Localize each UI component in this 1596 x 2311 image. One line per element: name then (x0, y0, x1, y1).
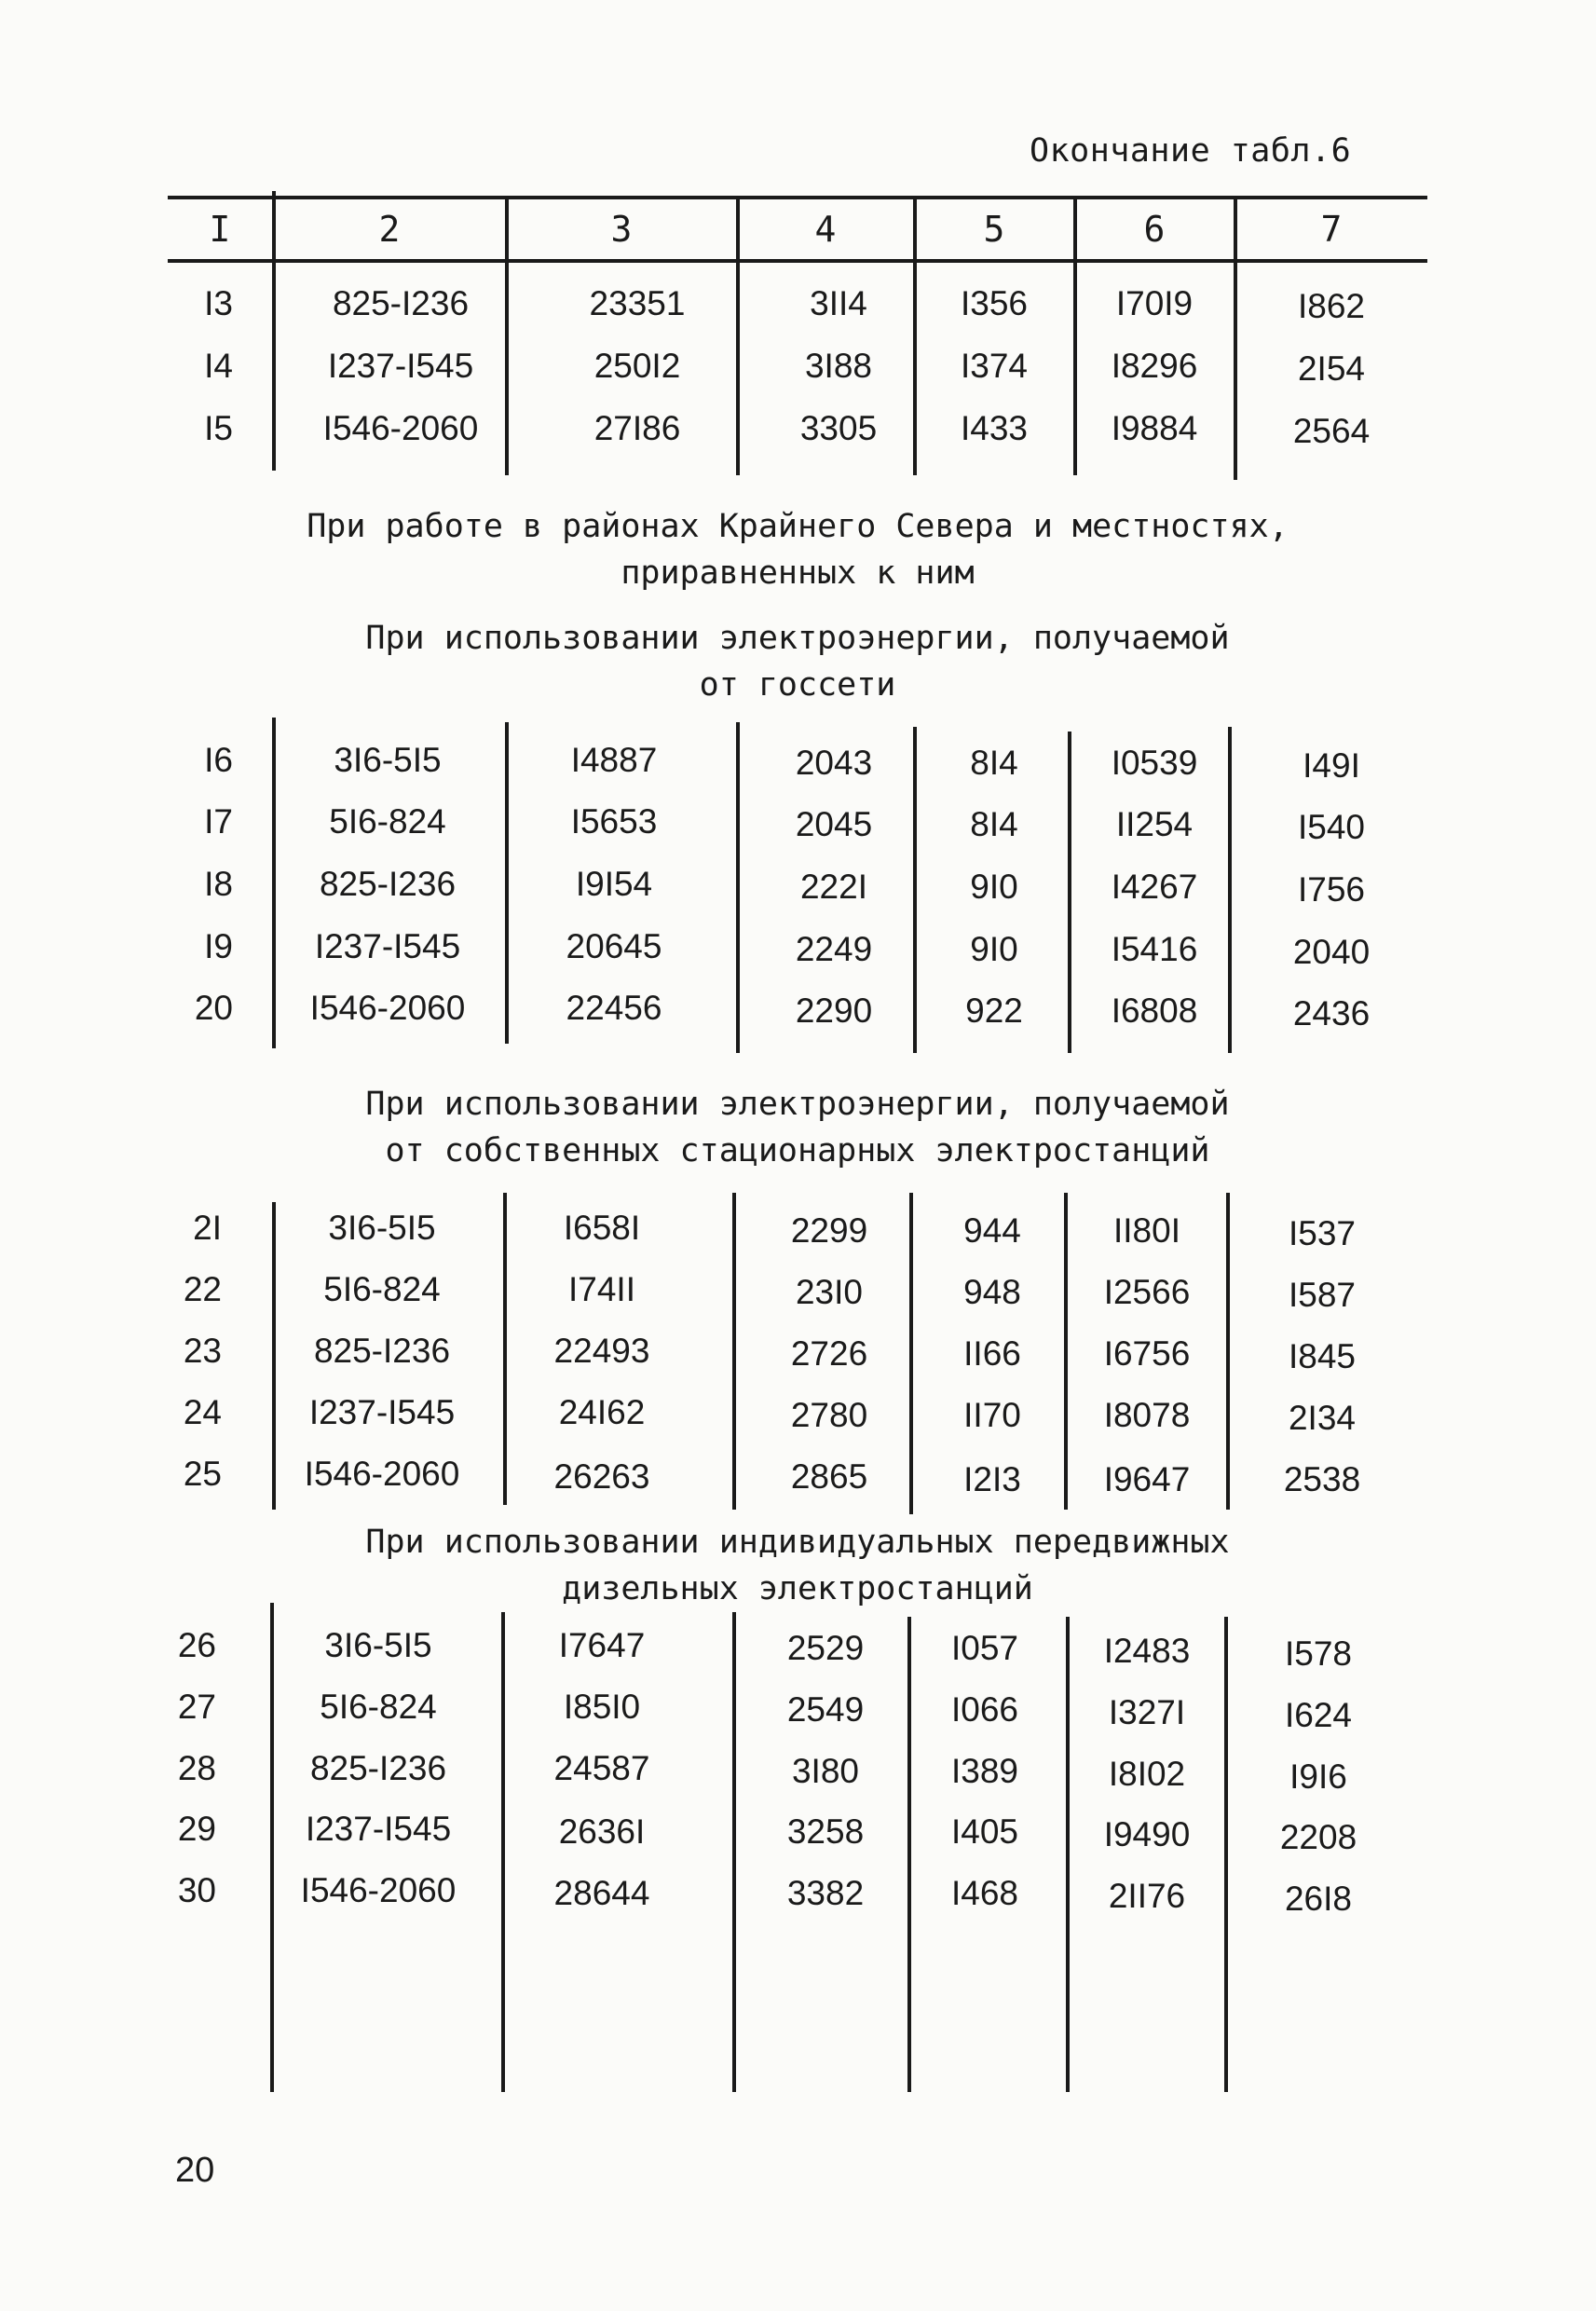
cell-col-7: I756 (1297, 870, 1365, 909)
cell-col-5: I405 (950, 1812, 1018, 1851)
row-number: 27 (177, 1688, 216, 1726)
column-rule (1068, 732, 1071, 1053)
cell-col-4: 3258 (786, 1812, 865, 1851)
row-number: 23 (183, 1332, 222, 1370)
row-number: 2I (193, 1209, 222, 1247)
column-rule (272, 718, 276, 1048)
caption-line: При использовании электроэнергии, получаемой (365, 620, 1230, 657)
cell-col-6: I8I02 (1108, 1755, 1186, 1793)
column-rule (1066, 1617, 1070, 2092)
cell-power-range: I546-2060 (322, 409, 479, 447)
cell-col-5: I066 (950, 1690, 1018, 1729)
header-col-2: 2 (378, 209, 401, 250)
cell-col-5: II66 (963, 1334, 1021, 1373)
cell-col-3: 24587 (553, 1749, 650, 1787)
cell-col-3: I5653 (570, 802, 658, 841)
cell-col-6: I6756 (1103, 1334, 1191, 1373)
header-col-4: 4 (814, 209, 837, 250)
cell-col-4: 23I0 (795, 1273, 863, 1311)
cell-col-5: 9I0 (970, 930, 1018, 968)
row-number: 28 (177, 1749, 216, 1787)
cell-col-7: 2538 (1283, 1460, 1361, 1498)
cell-power-range: 3I6-5I5 (334, 741, 442, 779)
cell-col-7: I578 (1284, 1634, 1352, 1673)
cell-col-6: I70I9 (1115, 284, 1194, 322)
section-caption-north (168, 503, 1427, 596)
column-rule (272, 1202, 276, 1510)
cell-power-range: 5I6-824 (320, 1688, 437, 1726)
cell-col-7: I49I (1303, 746, 1360, 785)
cell-power-range: I546-2060 (300, 1871, 457, 1909)
row-number: 30 (177, 1871, 216, 1909)
cell-col-7: I624 (1284, 1696, 1352, 1734)
caption-line: При работе в районах Крайнего Севера и местностях, (307, 508, 1289, 545)
column-rule (1226, 1193, 1230, 1510)
cell-col-5: 8I4 (970, 805, 1018, 843)
section-caption-grid (168, 615, 1427, 708)
cell-col-5: I057 (950, 1629, 1018, 1667)
cell-col-6: I9884 (1111, 409, 1198, 447)
cell-col-6: I9490 (1103, 1815, 1191, 1853)
cell-col-4: 3I88 (804, 347, 872, 385)
cell-col-4: 2780 (790, 1396, 868, 1434)
cell-col-4: 2045 (795, 805, 873, 843)
row-number: 29 (177, 1810, 216, 1848)
cell-col-4: 2529 (786, 1629, 865, 1667)
cell-col-5: I433 (960, 409, 1028, 447)
cell-col-6: II80I (1113, 1211, 1180, 1250)
cell-col-4: 2865 (790, 1457, 868, 1496)
cell-col-5: 922 (965, 991, 1023, 1030)
column-rule (907, 1617, 911, 2092)
cell-col-7: I540 (1297, 808, 1365, 846)
column-rule (909, 1193, 913, 1514)
column-rule (736, 196, 740, 475)
cell-col-7: 2436 (1292, 994, 1371, 1032)
cell-col-5: 8I4 (970, 744, 1018, 782)
cell-power-range: 825-I236 (332, 284, 470, 322)
cell-col-4: 2726 (790, 1334, 868, 1373)
cell-power-range: I237-I545 (327, 347, 474, 385)
cell-power-range: 5I6-824 (329, 802, 446, 841)
section-caption-diesel (168, 1519, 1427, 1612)
cell-col-6: I8078 (1103, 1396, 1191, 1434)
cell-col-5: 948 (963, 1273, 1021, 1311)
header-col-7: 7 (1320, 209, 1343, 250)
section-caption-own-stations (168, 1081, 1427, 1174)
header-col-3: 3 (610, 209, 633, 250)
row-number: I5 (204, 409, 233, 447)
cell-col-6: I2566 (1103, 1273, 1191, 1311)
column-rule (505, 722, 509, 1044)
cell-col-4: 2549 (786, 1690, 865, 1729)
cell-col-6: 2II76 (1108, 1877, 1186, 1915)
caption-line: дизельных электростанций (562, 1570, 1033, 1607)
column-rule (732, 1612, 736, 2092)
page-number: 20 (175, 2151, 215, 2190)
table-header-rule (168, 259, 1427, 263)
cell-col-3: 26263 (553, 1457, 650, 1496)
cell-col-3: I74II (568, 1270, 635, 1308)
cell-col-6: I9647 (1103, 1460, 1191, 1498)
cell-col-3: 27I86 (593, 409, 681, 447)
cell-col-5: I374 (960, 347, 1028, 385)
cell-col-4: 2299 (790, 1211, 868, 1250)
caption-line: приравненных к ним (621, 554, 975, 592)
column-rule (505, 196, 509, 475)
cell-power-range: 3I6-5I5 (324, 1626, 432, 1664)
column-rule (913, 727, 917, 1053)
cell-col-7: 2I34 (1288, 1399, 1356, 1437)
cell-power-range: I237-I545 (305, 1810, 452, 1848)
cell-col-4: 3II4 (810, 284, 867, 322)
cell-power-range: I546-2060 (304, 1455, 460, 1493)
row-number: 26 (177, 1626, 216, 1664)
cell-col-5: 944 (963, 1211, 1021, 1250)
cell-col-5: I2I3 (963, 1460, 1021, 1498)
header-col-6: 6 (1143, 209, 1166, 250)
cell-col-3: 2636I (558, 1812, 646, 1851)
cell-col-4: 2290 (795, 991, 873, 1030)
cell-col-7: I845 (1288, 1337, 1356, 1375)
cell-power-range: 3I6-5I5 (328, 1209, 436, 1247)
cell-col-4: 2249 (795, 930, 873, 968)
column-rule (270, 1603, 274, 2092)
cell-col-3: 28644 (553, 1874, 650, 1912)
cell-col-3: I658I (563, 1209, 641, 1247)
cell-power-range: I237-I545 (314, 927, 461, 965)
cell-col-3: I7647 (558, 1626, 646, 1664)
cell-col-7: I862 (1297, 287, 1365, 325)
cell-col-4: 3382 (786, 1874, 865, 1912)
cell-col-3: 24I62 (558, 1393, 646, 1431)
cell-power-range: 825-I236 (313, 1332, 451, 1370)
cell-col-6: I5416 (1111, 930, 1198, 968)
cell-col-5: II70 (963, 1396, 1021, 1434)
cell-col-6: I4267 (1111, 868, 1198, 906)
cell-col-6: I6808 (1111, 991, 1198, 1030)
row-number: 24 (183, 1393, 222, 1431)
cell-col-7: 2564 (1292, 412, 1371, 450)
cell-col-7: I9I6 (1289, 1757, 1347, 1796)
cell-power-range: 825-I236 (309, 1749, 447, 1787)
cell-col-7: 2040 (1292, 933, 1371, 971)
cell-power-range: I237-I545 (308, 1393, 456, 1431)
cell-power-range: 825-I236 (319, 865, 457, 903)
header-col-5: 5 (983, 209, 1005, 250)
row-number: 22 (183, 1270, 222, 1308)
cell-col-3: I4887 (570, 741, 658, 779)
row-number: I4 (204, 347, 233, 385)
row-number: I9 (204, 927, 233, 965)
cell-col-5: I468 (950, 1874, 1018, 1912)
column-rule (272, 191, 276, 471)
caption-line: При использовании электроэнергии, получаемой (365, 1086, 1230, 1123)
cell-col-7: 2208 (1279, 1818, 1357, 1856)
row-number: 20 (194, 989, 233, 1027)
cell-col-7: 2I54 (1297, 349, 1365, 388)
column-rule (732, 1193, 736, 1510)
cell-col-6: I327I (1108, 1693, 1186, 1731)
column-rule (1224, 1617, 1228, 2092)
row-number: I3 (204, 284, 233, 322)
cell-col-3: 22456 (566, 989, 662, 1027)
cell-col-4: 222I (799, 868, 867, 906)
cell-col-6: I0539 (1111, 744, 1198, 782)
caption-line: от собственных стационарных электростанций (385, 1132, 1210, 1169)
row-number: I8 (204, 865, 233, 903)
column-rule (1228, 727, 1232, 1053)
cell-col-6: I2483 (1103, 1632, 1191, 1670)
cell-col-7: I537 (1288, 1214, 1356, 1252)
column-rule (1064, 1193, 1068, 1510)
cell-col-3: I9I54 (575, 865, 653, 903)
cell-power-range: 5I6-824 (323, 1270, 441, 1308)
cell-col-4: 3I80 (791, 1752, 859, 1790)
row-number: I6 (204, 741, 233, 779)
cell-col-5: 9I0 (970, 868, 1018, 906)
cell-col-4: 2043 (795, 744, 873, 782)
cell-col-4: 3305 (799, 409, 878, 447)
caption-line: от госсети (699, 666, 896, 704)
cell-col-7: I587 (1288, 1276, 1356, 1314)
row-number: 25 (183, 1455, 222, 1493)
cell-col-5: I389 (950, 1752, 1018, 1790)
column-rule (503, 1193, 507, 1505)
cell-col-7: 26I8 (1284, 1880, 1352, 1918)
cell-col-5: I356 (960, 284, 1028, 322)
caption-line: При использовании индивидуальных передвижных (365, 1524, 1230, 1561)
cell-col-3: 23351 (589, 284, 686, 322)
column-rule (913, 196, 917, 475)
cell-col-3: 250I2 (593, 347, 681, 385)
header-col-1: I (209, 209, 231, 250)
cell-col-6: I8296 (1111, 347, 1198, 385)
cell-col-3: 22493 (553, 1332, 650, 1370)
cell-col-3: 20645 (566, 927, 662, 965)
column-rule (501, 1612, 505, 2092)
column-rule (736, 722, 740, 1053)
continuation-label: Окончание табл.6 (1030, 132, 1352, 170)
cell-col-3: I85I0 (563, 1688, 641, 1726)
cell-power-range: I546-2060 (309, 989, 466, 1027)
row-number: I7 (204, 802, 233, 841)
column-rule (1234, 196, 1237, 480)
column-rule (1073, 196, 1077, 475)
cell-col-6: II254 (1115, 805, 1194, 843)
